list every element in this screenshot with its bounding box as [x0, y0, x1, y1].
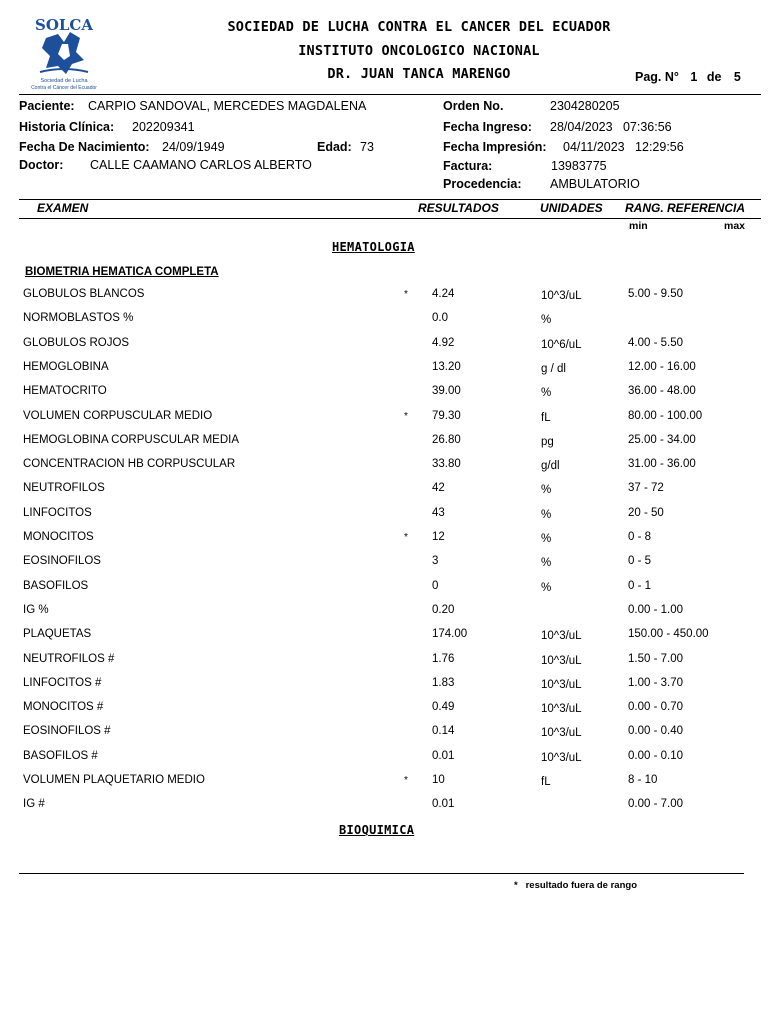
result-value: 3: [432, 555, 439, 568]
table-row: [0, 458, 768, 478]
unit-value: %: [541, 387, 552, 400]
unit-value: %: [541, 314, 552, 327]
ingreso-label: Fecha Ingreso:: [443, 120, 532, 134]
out-of-range-flag: *: [404, 775, 408, 786]
unit-value: g/dl: [541, 460, 560, 473]
unit-value: 10^3/uL: [541, 703, 582, 716]
col-referencia: RANG. REFERENCIA: [625, 201, 746, 215]
paciente-label: Paciente:: [19, 99, 75, 113]
doctor-value: CALLE CAAMANO CARLOS ALBERTO: [90, 158, 312, 172]
exam-name: IG %: [23, 603, 49, 616]
unit-value: 10^3/uL: [541, 678, 582, 691]
exam-name: HEMOGLOBINA: [23, 360, 109, 373]
result-value: 0.49: [432, 701, 455, 714]
exam-name: GLOBULOS BLANCOS: [23, 288, 145, 300]
header-title-2: INSTITUTO ONCOLOGICO NACIONAL: [298, 43, 540, 59]
exam-name: LINFOCITOS #: [23, 676, 102, 689]
unit-value: %: [541, 508, 552, 521]
col-examen: EXAMEN: [37, 201, 89, 215]
unit-value: g / dl: [541, 362, 566, 375]
unit-value: %: [541, 533, 552, 545]
exam-name: EOSINOFILOS #: [23, 725, 111, 738]
section-biometria: BIOMETRIA HEMATICA COMPLETA: [25, 266, 219, 278]
impresion-value: 04/11/2023 12:29:56: [563, 140, 684, 154]
table-row: [0, 531, 768, 551]
unit-value: 10^3/uL: [541, 654, 582, 667]
reference-range: 150.00 - 450.00: [628, 628, 709, 641]
result-value: 0.20: [432, 603, 455, 616]
unit-value: %: [541, 557, 552, 570]
result-value: 42: [432, 482, 445, 495]
nacimiento-value: 24/09/1949: [162, 140, 225, 154]
page-total: 5: [733, 70, 741, 84]
logo-caption-1: Sociedad de Lucha: [40, 78, 88, 84]
logo-text: SOLCA: [34, 16, 94, 34]
reference-range: 20 - 50: [628, 506, 664, 519]
result-value: 79.30: [432, 409, 461, 422]
reference-range: 0.00 - 1.00: [628, 603, 683, 616]
result-value: 43: [432, 506, 445, 519]
exam-name: NEUTROFILOS #: [23, 652, 115, 665]
table-row: [0, 337, 768, 357]
result-value: 4.24: [432, 288, 455, 300]
footer-divider: [19, 873, 744, 874]
reference-range: 0 - 8: [628, 531, 652, 543]
result-value: 39.00: [432, 385, 461, 398]
table-row: [0, 361, 768, 381]
reference-range: 31.00 - 36.00: [628, 458, 696, 471]
reference-range: 1.00 - 3.70: [628, 676, 683, 689]
result-value: 1.83: [432, 676, 455, 689]
unit-value: 10^3/uL: [541, 727, 582, 740]
reference-range: 0.00 - 7.00: [628, 798, 683, 811]
header-divider: [19, 94, 761, 95]
result-value: 0.01: [432, 798, 455, 811]
table-row: [0, 725, 768, 745]
out-of-range-flag: *: [404, 410, 408, 422]
out-of-range-flag: *: [404, 532, 408, 543]
impresion-label: Fecha Impresión:: [443, 140, 547, 154]
page-of: de: [706, 70, 722, 84]
reference-range: 0 - 1: [628, 579, 652, 592]
table-row: [0, 798, 768, 818]
reference-range: 8 - 10: [628, 774, 658, 786]
unit-value: %: [541, 581, 552, 594]
historia-value: 202209341: [132, 120, 195, 134]
table-row: [0, 482, 768, 502]
section-bioquimica: BIOQUIMICA: [339, 823, 415, 837]
exam-name: BASOFILOS: [23, 579, 89, 592]
exam-name: IG #: [23, 798, 45, 811]
unit-value: 10^6/uL: [541, 338, 582, 351]
result-value: 33.80: [432, 458, 461, 471]
result-value: 12: [432, 531, 445, 543]
table-row: [0, 653, 768, 673]
orden-label: Orden No.: [443, 99, 504, 113]
exam-name: PLAQUETAS: [23, 628, 92, 641]
header-title-3: DR. JUAN TANCA MARENGO: [327, 66, 511, 82]
factura-label: Factura:: [443, 159, 493, 173]
unit-value: %: [541, 484, 552, 497]
table-row: [0, 774, 768, 794]
reference-range: 4.00 - 5.50: [628, 336, 683, 349]
reference-range: 5.00 - 9.50: [628, 288, 683, 300]
reference-range: 1.50 - 7.00: [628, 652, 683, 665]
info-divider: [19, 199, 761, 200]
orden-value: 2304280205: [550, 99, 620, 113]
ingreso-value: 28/04/2023 07:36:56: [550, 120, 672, 134]
out-of-range-flag: *: [404, 289, 408, 300]
result-value: 0.01: [432, 749, 455, 762]
section-hematologia: HEMATOLOGIA: [332, 240, 415, 254]
result-value: 0.14: [432, 725, 455, 738]
exam-name: HEMOGLOBINA CORPUSCULAR MEDIA: [23, 433, 239, 446]
page-current: 1: [690, 70, 698, 84]
table-row: [0, 750, 768, 770]
reference-range: 12.00 - 16.00: [628, 360, 696, 373]
table-row: [0, 580, 768, 600]
historia-label: Historia Clínica:: [19, 120, 115, 134]
table-row: [0, 434, 768, 454]
table-row: [0, 410, 768, 430]
page-number: [635, 70, 741, 84]
result-value: 0.0: [432, 312, 448, 325]
unit-value: 10^3/uL: [541, 751, 582, 764]
unit-value: fL: [541, 776, 551, 788]
table-row: [0, 604, 768, 624]
col-unidades: UNIDADES: [540, 201, 603, 215]
table-row: [0, 507, 768, 527]
column-header-divider: [19, 218, 761, 219]
exam-name: BASOFILOS #: [23, 749, 98, 762]
reference-range: 0.00 - 0.70: [628, 701, 683, 714]
paciente-value: CARPIO SANDOVAL, MERCEDES MAGDALENA: [88, 99, 367, 113]
unit-value: pg: [541, 435, 554, 448]
result-value: 4.92: [432, 336, 455, 349]
exam-name: VOLUMEN PLAQUETARIO MEDIO: [23, 774, 205, 786]
table-row: [0, 628, 768, 648]
table-row: [0, 312, 768, 332]
unit-value: fL: [541, 411, 551, 424]
table-row: [0, 677, 768, 697]
procedencia-label: Procedencia:: [443, 177, 522, 191]
exam-name: EOSINOFILOS: [23, 555, 101, 568]
exam-name: GLOBULOS ROJOS: [23, 336, 130, 349]
edad-value: 73: [360, 140, 374, 154]
header-title-1: SOCIEDAD DE LUCHA CONTRA EL CANCER DEL ECUADOR: [227, 19, 611, 35]
result-value: 174.00: [432, 628, 468, 641]
result-value: 0: [432, 579, 439, 592]
result-value: 10: [432, 774, 445, 786]
result-value: 13.20: [432, 360, 461, 373]
table-row: [0, 555, 768, 575]
reference-range: 25.00 - 34.00: [628, 433, 696, 446]
exam-name: MONOCITOS #: [23, 701, 104, 714]
reference-range: 36.00 - 48.00: [628, 385, 696, 398]
exam-name: LINFOCITOS: [23, 506, 92, 519]
unit-value: 10^3/uL: [541, 630, 582, 643]
reference-range: 0 - 5: [628, 555, 652, 568]
doctor-label: Doctor:: [19, 158, 64, 172]
exam-name: HEMATOCRITO: [23, 385, 107, 398]
result-value: 1.76: [432, 652, 455, 665]
factura-value: 13983775: [551, 159, 607, 173]
col-min: min: [629, 220, 648, 232]
nacimiento-label: Fecha De Nacimiento:: [19, 140, 150, 154]
reference-range: 37 - 72: [628, 482, 664, 495]
exam-name: NORMOBLASTOS %: [23, 312, 134, 325]
procedencia-value: AMBULATORIO: [550, 177, 640, 191]
col-resultados: RESULTADOS: [418, 201, 499, 215]
col-max: max: [724, 220, 746, 232]
result-value: 26.80: [432, 433, 461, 446]
reference-range: 80.00 - 100.00: [628, 409, 703, 422]
exam-name: VOLUMEN CORPUSCULAR MEDIO: [23, 409, 213, 422]
reference-range: 0.00 - 0.40: [628, 725, 683, 738]
table-row: [0, 288, 768, 308]
footnote-out-of-range: * resultado fuera de rango: [514, 880, 637, 891]
exam-name: MONOCITOS: [23, 531, 94, 543]
exam-name: NEUTROFILOS: [23, 482, 105, 495]
exam-name: CONCENTRACION HB CORPUSCULAR: [23, 458, 236, 471]
page-label: Pag. N°: [635, 70, 679, 84]
unit-value: 10^3/uL: [541, 290, 582, 302]
edad-label: Edad:: [317, 140, 352, 154]
logo-caption-2: Contra el Cáncer del Ecuador: [31, 85, 97, 91]
table-row: [0, 385, 768, 405]
reference-range: 0.00 - 0.10: [628, 749, 683, 762]
table-row: [0, 701, 768, 721]
